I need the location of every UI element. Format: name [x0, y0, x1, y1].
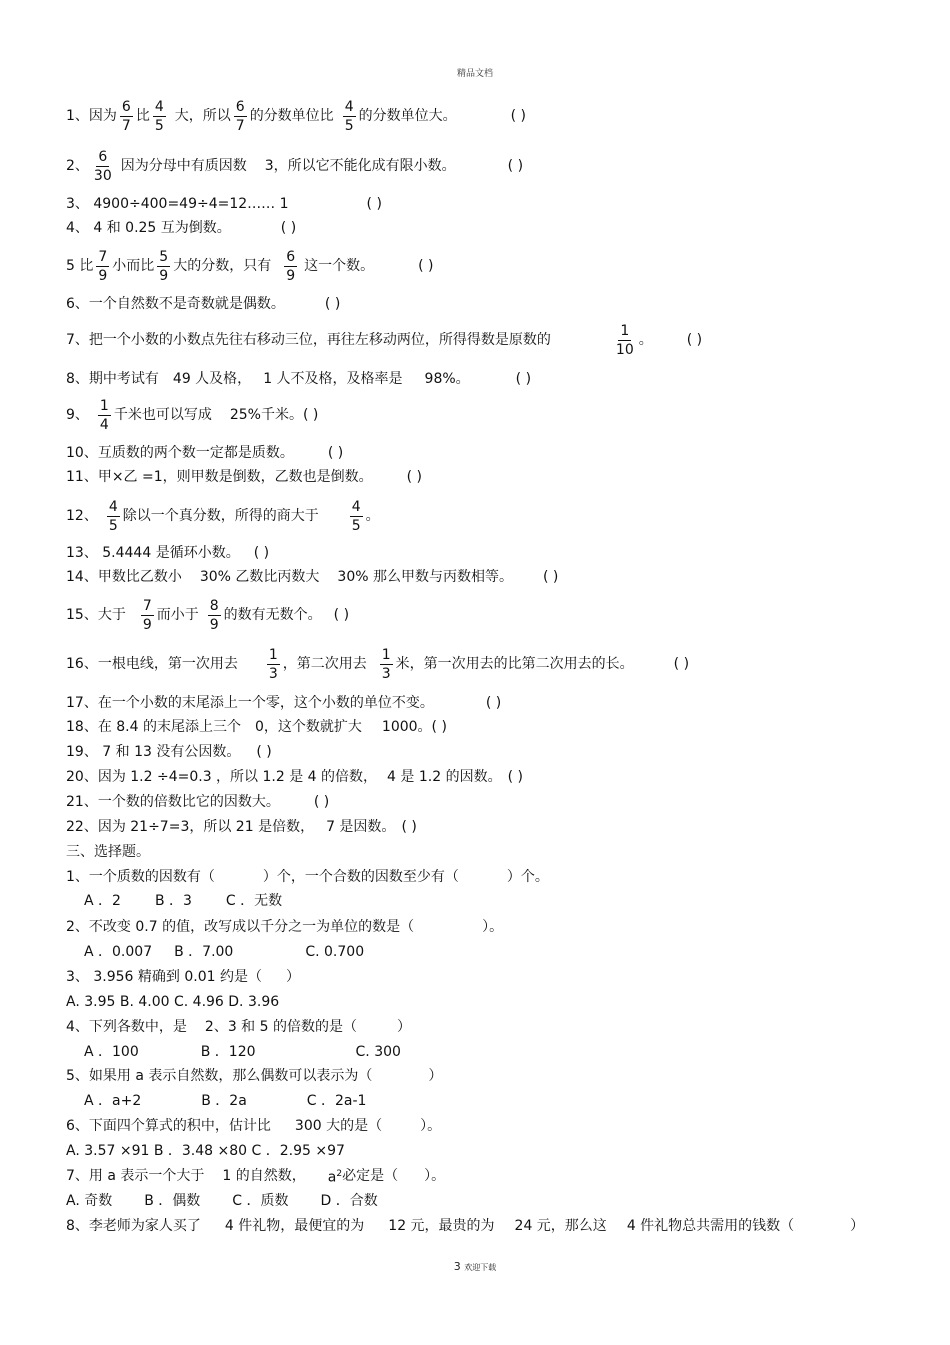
fraction: $\frac{4}{5}$: [351, 498, 361, 534]
answer-bracket[interactable]: ( ): [302, 407, 319, 423]
answer-bracket[interactable]: ( ): [673, 656, 690, 672]
page-number: 3: [453, 1260, 461, 1273]
question-1: 1、因为 $\frac{6}{7}$ 比 $\frac{4}{5}$ 大，所以 $\frac{6}{7}$ 的分数单位比 $\frac{4}{5}$ 的分数单位大。 ( ): [66, 98, 526, 134]
fraction: $\frac{7}{9}$: [98, 248, 108, 284]
answer-bracket[interactable]: ( ): [542, 569, 559, 585]
choice-question-7: 7、用 a 表示一个大于 1 的自然数， $a^2$ 必定是（ ）。: [66, 1166, 445, 1186]
answer-bracket[interactable]: ( ): [401, 819, 417, 835]
fraction: $\frac{7}{9}$: [142, 597, 152, 633]
question-14: 14、甲数比乙数小 30% 乙数比丙数大 30% 那么甲数与丙数相等。 ( ): [66, 569, 559, 585]
option-b[interactable]: B ．偶数: [144, 1193, 201, 1209]
option-d[interactable]: D ．合数: [320, 1193, 378, 1209]
answer-bracket[interactable]: ( ): [418, 258, 434, 274]
choice-question-5: 5、如果用 a 表示自然数，那么偶数可以表示为（ ）: [66, 1068, 443, 1084]
question-18: 18、在 8.4 的末尾添上三个 0，这个数就扩大 1000。 ( ): [66, 719, 447, 735]
option-c[interactable]: C ．2a-1: [306, 1093, 367, 1109]
fraction: $\frac{4}{5}$: [344, 98, 354, 134]
option-c[interactable]: C ．质数: [232, 1193, 289, 1209]
answer-bracket[interactable]: ( ): [280, 220, 297, 236]
option-c[interactable]: C ．无数: [225, 893, 283, 909]
answer-bracket[interactable]: ( ): [515, 371, 532, 387]
choice-question-3: 3、 3.956 精确到 0.01 约是（ ）: [66, 969, 300, 985]
answer-bracket[interactable]: ( ): [686, 332, 703, 348]
question-7: 7、把一个小数的小数点先往右移动三位，再往左移动两位，所得得数是原数的 $\frac{1}{10}$ 。 ( ): [66, 322, 703, 358]
page-footer: [0, 1260, 950, 1273]
fraction: $\frac{1}{10}$: [615, 322, 634, 358]
question-4: 4、 4 和 0.25 互为倒数。 ( ): [66, 220, 297, 236]
option-a[interactable]: A. 奇数: [66, 1193, 113, 1209]
page-header: 精品文档: [456, 69, 493, 79]
fraction: $\frac{6}{9}$: [286, 248, 296, 284]
answer-bracket[interactable]: ( ): [313, 794, 330, 810]
question-19: 19、 7 和 13 没有公因数。 ( ): [66, 744, 272, 760]
fraction: $\frac{1}{3}$: [381, 646, 391, 682]
choice-options-7: [66, 1191, 378, 1211]
option-b[interactable]: B ．120: [200, 1044, 256, 1060]
fraction: $\frac{5}{9}$: [159, 248, 169, 284]
answer-bracket[interactable]: ( ): [253, 545, 270, 561]
fraction: $\frac{6}{7}$: [121, 98, 131, 134]
question-21: 21、一个数的倍数比它的因数大。 ( ): [66, 794, 330, 810]
footer-caption: 欢迎下载: [464, 1263, 497, 1272]
question-20: 20、因为 1.2 ÷4=0.3 ，所以 1.2 是 4 的倍数， 4 是 1.2 的因数。 ( ): [66, 769, 523, 785]
question-22: 22、因为 21÷7=3，所以 21 是倍数， 7 是因数。 ( ): [66, 819, 417, 835]
question-10: 10、互质数的两个数一定都是质数。 ( ): [66, 445, 344, 461]
answer-bracket[interactable]: ( ): [510, 108, 526, 124]
question-5: 5 比 $\frac{7}{9}$ 小而比 $\frac{5}{9}$ 大的分数，只有 $\frac{6}{9}$ 这一个数。 ( ): [66, 248, 434, 284]
choice-question-8: 8、李老师为家人买了 4 件礼物，最便宜的为 12 元，最贵的为 24 元，那么这 4 件礼物总共需用的钱数（ ）: [66, 1218, 865, 1234]
question-13: 13、 5.4444 是循环小数。 ( ): [66, 545, 270, 561]
option-a[interactable]: A ．2: [84, 893, 121, 909]
choice-options-1: [84, 891, 282, 911]
option-c[interactable]: C. 0.700: [305, 944, 365, 960]
fraction: $\frac{6}{7}$: [235, 98, 245, 134]
answer-bracket[interactable]: ( ): [333, 607, 350, 623]
question-3: 3、 4900÷400=49÷4=12…… 1 ( ): [66, 196, 382, 212]
answer-bracket[interactable]: ( ): [256, 744, 272, 760]
fraction: $\frac{4}{5}$: [108, 498, 118, 534]
fraction: $\frac{1}{4}$: [99, 397, 109, 433]
question-15: 15、大于 $\frac{7}{9}$ 而小于 $\frac{8}{9}$ 的数有无数个。 ( ): [66, 597, 350, 633]
option-b[interactable]: B ．3: [154, 893, 192, 909]
question-12: 12、 $\frac{4}{5}$ 除以一个真分数，所得的商大于 $\frac{4}{5}$ 。: [66, 498, 380, 534]
question-16: 16、一根电线，第一次用去 $\frac{1}{3}$ ，第二次用去 $\frac{1}{3}$ 米，第一次用去的比第二次用去的长。 ( ): [66, 646, 690, 682]
option-b[interactable]: B ．7.00: [174, 944, 234, 960]
fraction: $\frac{8}{9}$: [209, 597, 219, 633]
fraction: $\frac{6}{30}$: [93, 148, 112, 184]
question-8: 8、期中考试有 49 人及格， 1 人不及格，及格率是 98%。 ( ): [66, 371, 532, 387]
choice-options-6[interactable]: A. 3.57 ×91 B ．3.48 ×80 C ．2.95 ×97: [66, 1143, 345, 1159]
choice-question-6: 6、下面四个算式的积中，估计比 300 大的是（ ）。: [66, 1118, 442, 1134]
question-2: 2、 $\frac{6}{30}$ 因为分母中有质因数 3，所以它不能化成有限小数。 ( ): [66, 148, 524, 184]
fraction: $\frac{1}{3}$: [268, 646, 278, 682]
question-17: 17、在一个小数的末尾添上一个零，这个小数的单位不变。 ( ): [66, 695, 502, 711]
choice-options-4: [84, 1042, 401, 1062]
question-11: 11、甲×乙 =1，则甲数是倒数，乙数也是倒数。 ( ): [66, 469, 423, 485]
option-a[interactable]: A ．100: [84, 1044, 139, 1060]
question-6: 6、一个自然数不是奇数就是偶数。 ( ): [66, 296, 341, 312]
fraction: $\frac{4}{5}$: [154, 98, 164, 134]
choice-question-1: 1、一个质数的因数有（ ）个，一个合数的因数至少有（ ）个。: [66, 869, 549, 885]
choice-options-5: [84, 1091, 366, 1111]
a-squared: $a^2$: [327, 1169, 343, 1186]
option-b[interactable]: B ．2a: [201, 1093, 247, 1109]
option-a[interactable]: A ．a+2: [84, 1093, 142, 1109]
choice-options-3[interactable]: A. 3.95 B. 4.00 C. 4.96 D. 3.96: [66, 994, 280, 1010]
choice-question-4: 4、下列各数中，是 2、3 和 5 的倍数的是（ ）: [66, 1019, 411, 1035]
answer-bracket[interactable]: ( ): [507, 769, 523, 785]
question-9: 9、 $\frac{1}{4}$ 千米也可以写成 25%千米。 ( ): [66, 397, 319, 433]
answer-bracket[interactable]: ( ): [507, 158, 524, 174]
choice-question-2: 2、不改变 0.7 的值，改写成以千分之一为单位的数是（ ）。: [66, 919, 504, 935]
answer-bracket[interactable]: ( ): [431, 719, 447, 735]
option-a[interactable]: A ．0.007: [84, 944, 153, 960]
answer-bracket[interactable]: ( ): [406, 469, 423, 485]
answer-bracket[interactable]: ( ): [324, 296, 341, 312]
answer-bracket[interactable]: ( ): [485, 695, 502, 711]
option-c[interactable]: C. 300: [355, 1044, 401, 1060]
section-title: 三、选择题。: [66, 844, 150, 860]
answer-bracket[interactable]: ( ): [366, 196, 382, 212]
answer-bracket[interactable]: ( ): [327, 445, 344, 461]
choice-options-2: [84, 942, 364, 962]
